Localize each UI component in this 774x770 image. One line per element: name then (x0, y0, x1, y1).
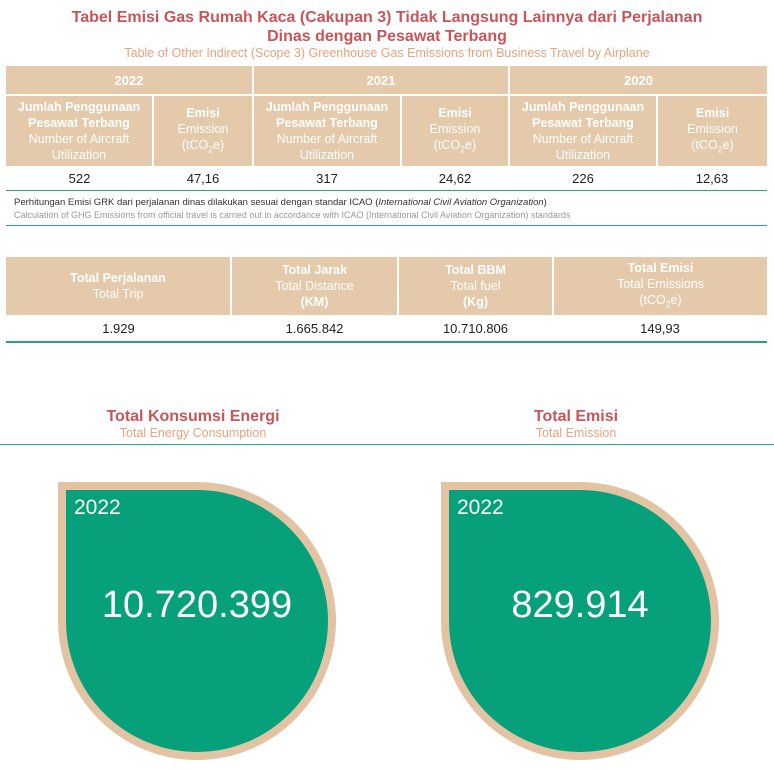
usage-header-en: Number of Aircraft Utilization (276, 132, 378, 162)
total-fuel-header: Total BBM Total fuel (Kg) (398, 257, 553, 315)
section-divider (0, 444, 774, 445)
total-distance-header: Total Jarak Total Distance (KM) (231, 257, 398, 315)
energy-drop-card (58, 482, 336, 760)
title-indonesian (0, 8, 774, 46)
emission-header-en: Emission (687, 121, 738, 136)
emission-header-en: Emission (429, 121, 481, 136)
energy-section-title: Total Konsumsi Energi Total Energy Consumption (106, 408, 280, 440)
usage-2020: 226 (509, 166, 657, 191)
total-distance-value: 1.665.842 (231, 315, 398, 342)
column-header-row (6, 95, 767, 166)
usage-header-2021 (253, 95, 401, 166)
totals-header-row (6, 257, 767, 315)
energy-value: 10.720.399 (101, 584, 293, 626)
year-2022-header: 2022 (6, 66, 253, 95)
year-2020-header: 2020 (509, 66, 767, 95)
emission-header-id: Emisi (438, 105, 472, 120)
aircraft-emission-table (6, 66, 767, 191)
note-english: Calculation of GHG Emissions from official travel is carried out in accordance with ICAO (International Civil Aviation Organization) standards (14, 210, 571, 220)
emission-drop-card (441, 482, 719, 760)
usage-header-id: Jumlah Penggunaan Pesawat Terbang (17, 100, 141, 130)
energy-year: 2022 (74, 496, 121, 519)
title-english: Table of Other Indirect (Scope 3) Greenhouse Gas Emissions from Business Travel by Airplane (124, 46, 650, 60)
emission-header-en: Emission (177, 121, 229, 136)
calculation-note (6, 196, 767, 226)
emission-2022: 47,16 (153, 166, 253, 191)
usage-header-id: Jumlah Penggunaan Pesawat Terbang (521, 100, 645, 130)
usage-header-id: Jumlah Penggunaan Pesawat Terbang (265, 100, 389, 130)
total-trip-header: Total Perjalanan Total Trip (6, 257, 231, 315)
emission-year: 2022 (457, 496, 504, 519)
year-2021-header: 2021 (253, 66, 509, 95)
emission-header-id: Emisi (695, 105, 730, 120)
emission-unit: (tCO$_2$e) (691, 137, 734, 155)
emission-header-id: Emisi (186, 105, 220, 120)
emission-2020: 12,63 (657, 166, 767, 191)
emission-header-2020 (657, 95, 767, 166)
totals-values-row (6, 315, 767, 342)
emission-2021: 24,62 (401, 166, 509, 191)
usage-header-2022 (6, 95, 153, 166)
emission-value: 829.914 (511, 584, 649, 626)
usage-2022: 522 (6, 166, 153, 191)
total-emissions-header: Total Emisi Total Emissions (tCO$_2$e) (553, 257, 767, 315)
emission-unit: (tCO$_2$e) (181, 137, 225, 155)
emission-unit: (tCO$_2$e) (433, 137, 477, 155)
travel-totals-table (6, 257, 767, 343)
total-trip-value: 1.929 (6, 315, 231, 342)
total-fuel-value: 10.710.806 (398, 315, 553, 342)
note-indonesian: Perhitungan Emisi GRK dari perjalanan dinas dilakukan sesuai dengan standar ICAO (International Civil Aviation Organization) (14, 197, 547, 208)
emission-section-title: Total Emisi Total Emission (533, 408, 619, 440)
total-emissions-value: 149,93 (553, 315, 767, 342)
usage-header-2020 (509, 95, 657, 166)
usage-2021: 317 (253, 166, 401, 191)
title-line-2: Dinas dengan Pesawat Terbang (267, 28, 507, 45)
usage-header-en: Number of Aircraft Utilization (28, 132, 130, 162)
usage-header-en: Number of Aircraft Utilization (532, 132, 634, 162)
values-row (6, 166, 767, 191)
year-header-row (6, 66, 767, 95)
title-line-1: Tabel Emisi Gas Rumah Kaca (Cakupan 3) Tidak Langsung Lainnya dari Perjalanan (71, 9, 703, 26)
emission-header-2022 (153, 95, 253, 166)
emission-header-2021 (401, 95, 509, 166)
